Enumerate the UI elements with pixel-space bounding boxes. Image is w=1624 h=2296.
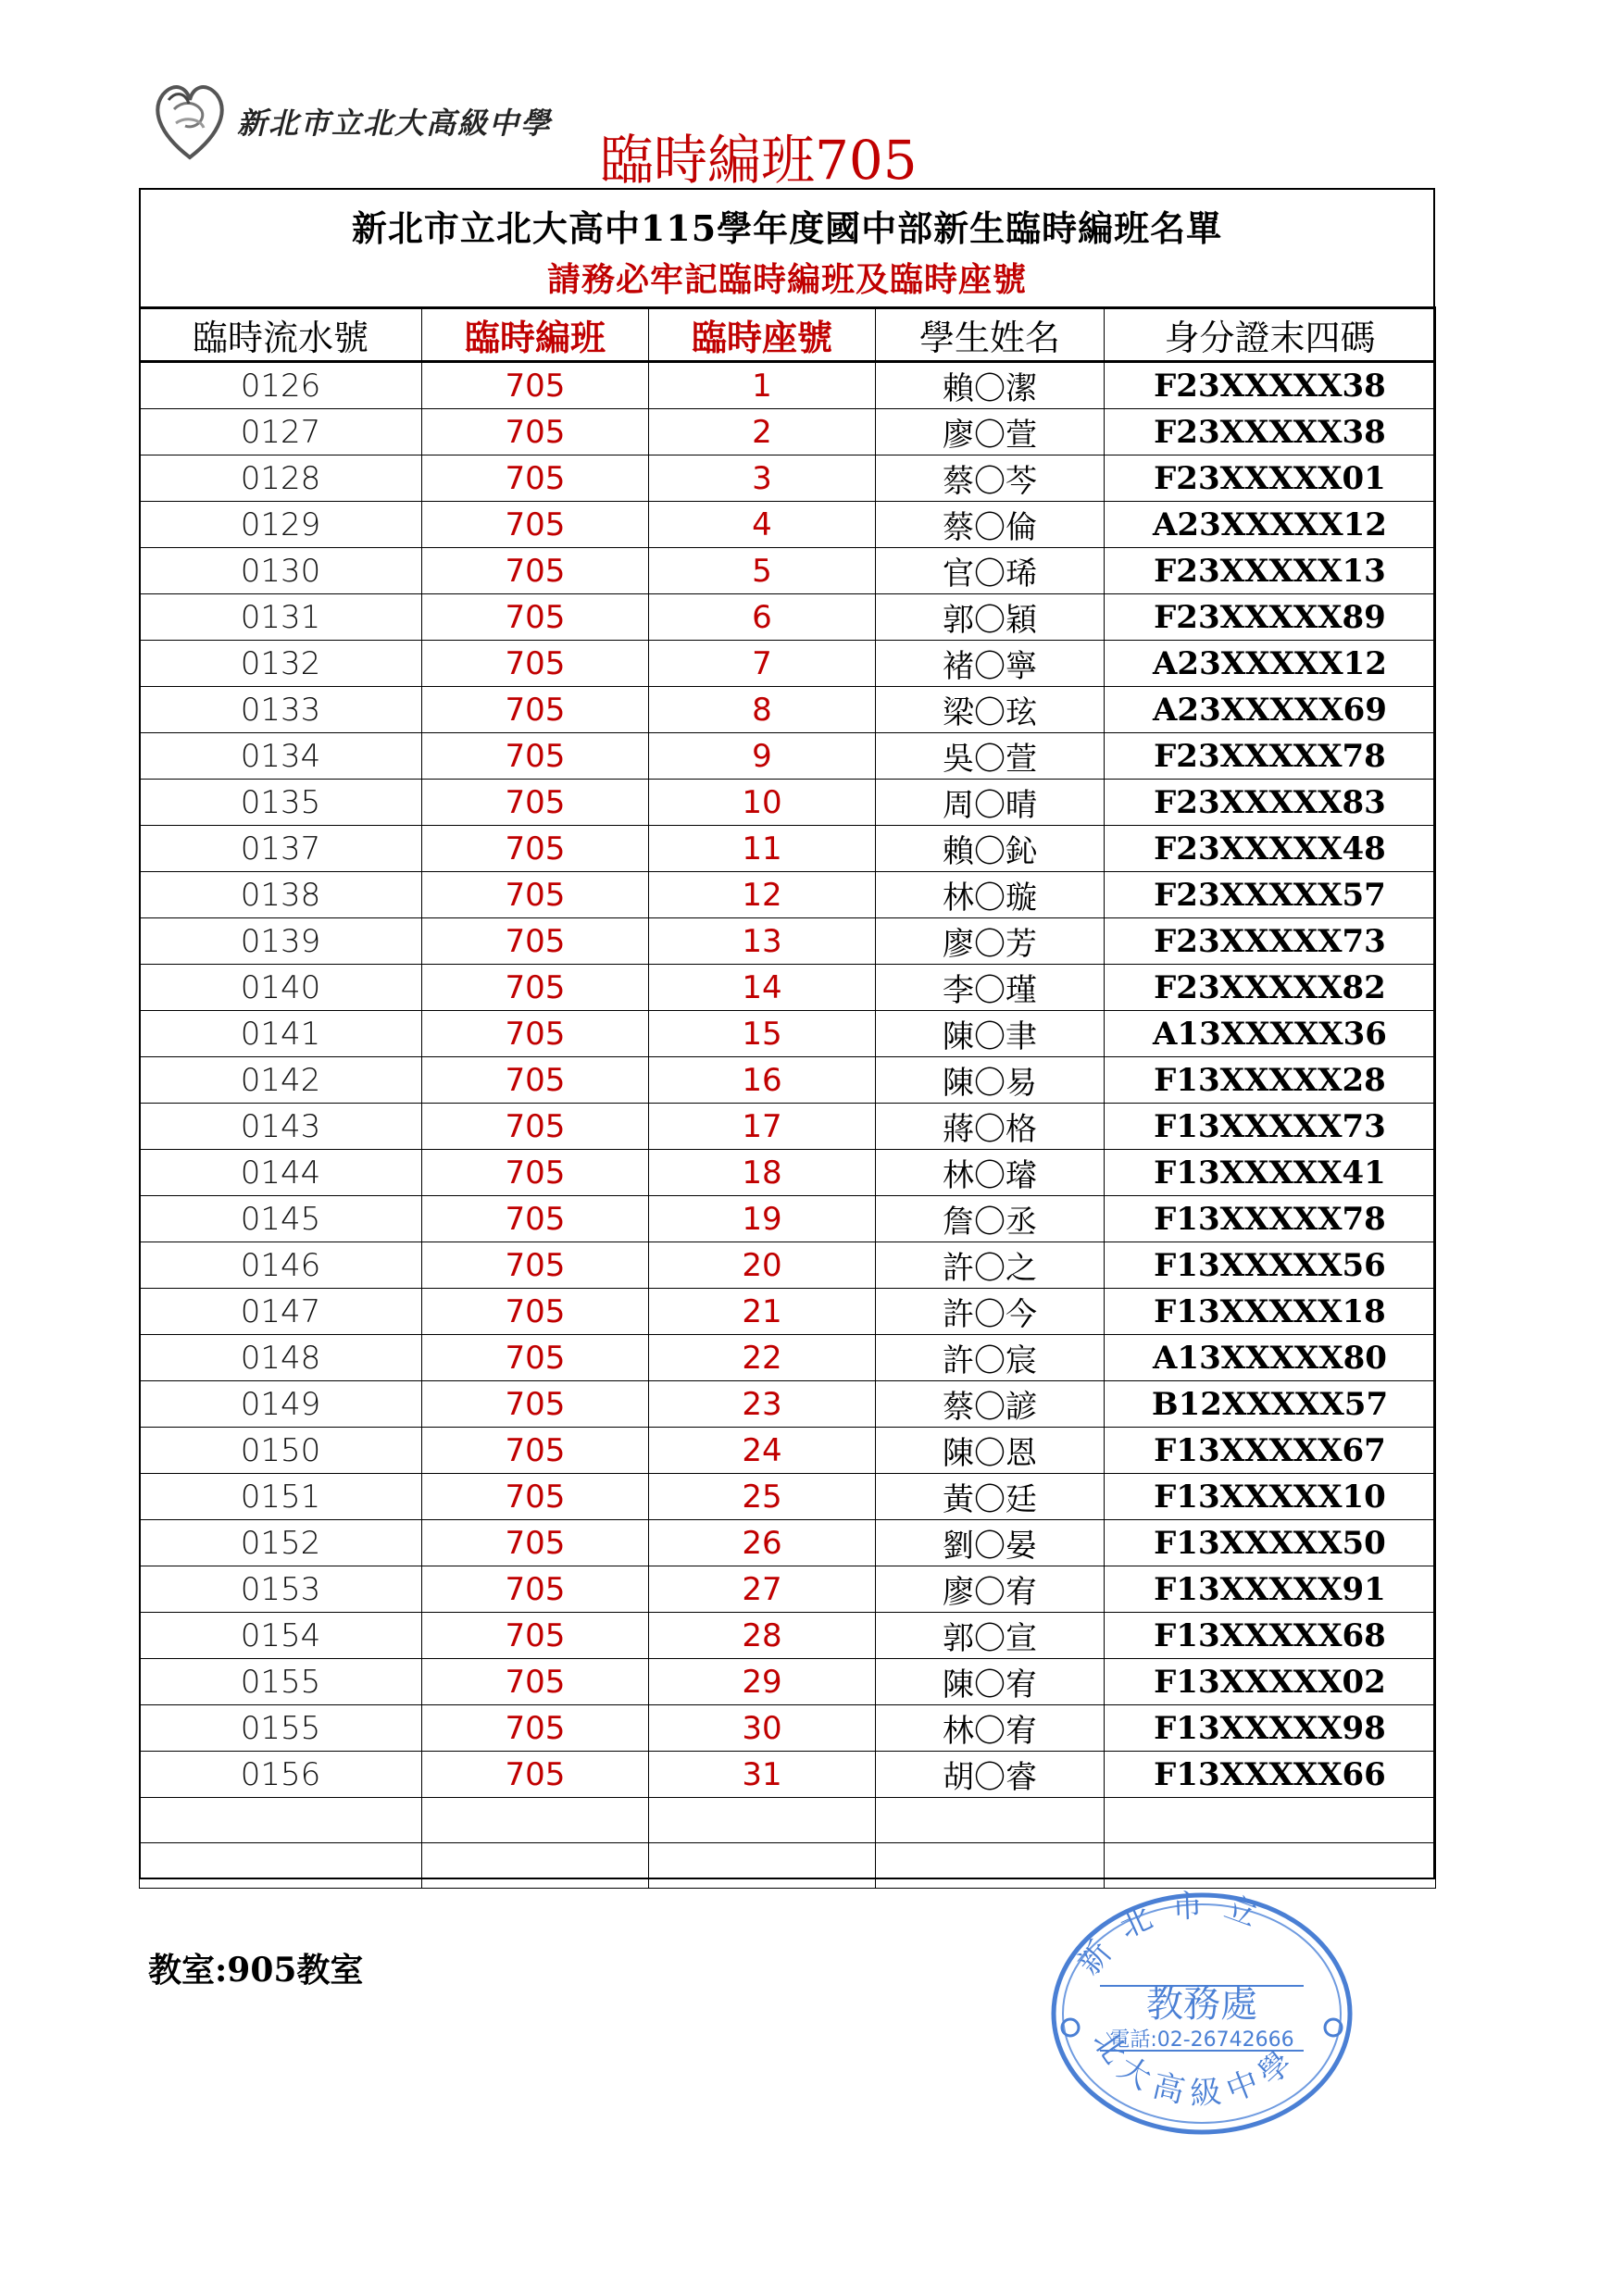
table-row xyxy=(140,1752,1436,1798)
name-cell: 褚〇寧 xyxy=(876,641,1105,687)
class-cell: 705 xyxy=(422,733,649,780)
seal-center-text: 教務處 xyxy=(1146,1983,1257,2026)
name-cell: 蔡〇芩 xyxy=(876,455,1105,502)
name-cell: 廖〇萱 xyxy=(876,409,1105,455)
table-row xyxy=(140,1289,1436,1335)
id-cell: B12XXXXX57 xyxy=(1105,1381,1436,1428)
name-cell: 黃〇廷 xyxy=(876,1474,1105,1520)
class-cell: 705 xyxy=(422,594,649,641)
table-row xyxy=(140,1798,1436,1843)
serial-cell: 0128 xyxy=(140,455,422,502)
class-cell: 705 xyxy=(422,965,649,1011)
seat-cell: 15 xyxy=(649,1011,876,1057)
name-cell: 劉〇晏 xyxy=(876,1520,1105,1566)
id-cell: F23XXXXX82 xyxy=(1105,965,1436,1011)
seal-phone-text: 電話:02-26742666 xyxy=(1109,2028,1294,2052)
serial-cell: 0146 xyxy=(140,1242,422,1289)
serial-cell: 0139 xyxy=(140,918,422,965)
serial-cell: 0137 xyxy=(140,826,422,872)
name-cell xyxy=(876,1798,1105,1843)
table-title: 新北市立北大高中115學年度國中部新生臨時編班名單 xyxy=(351,207,1223,249)
table-row xyxy=(140,1613,1436,1659)
table-row xyxy=(140,1057,1436,1104)
class-cell: 705 xyxy=(422,1242,649,1289)
serial-cell: 0130 xyxy=(140,548,422,594)
name-cell: 蔡〇諺 xyxy=(876,1381,1105,1428)
table-row xyxy=(140,780,1436,826)
column-header-seat: 臨時座號 xyxy=(649,308,876,362)
class-cell: 705 xyxy=(422,1474,649,1520)
name-cell: 郭〇宣 xyxy=(876,1613,1105,1659)
name-cell: 廖〇宥 xyxy=(876,1566,1105,1613)
name-cell: 賴〇潔 xyxy=(876,362,1105,409)
name-cell: 廖〇芳 xyxy=(876,918,1105,965)
id-cell xyxy=(1105,1798,1436,1843)
class-cell: 705 xyxy=(422,1335,649,1381)
table-subtitle: 請務必牢記臨時編班及臨時座號 xyxy=(546,260,1027,299)
table-row xyxy=(140,548,1436,594)
column-header-name: 學生姓名 xyxy=(876,308,1105,362)
name-cell: 陳〇恩 xyxy=(876,1428,1105,1474)
name-cell: 梁〇玹 xyxy=(876,687,1105,733)
class-cell: 705 xyxy=(422,1011,649,1057)
id-cell xyxy=(1105,1842,1436,1888)
seat-cell: 2 xyxy=(649,409,876,455)
serial-cell: 0148 xyxy=(140,1335,422,1381)
table-row xyxy=(140,1428,1436,1474)
id-cell: F23XXXXX73 xyxy=(1105,918,1436,965)
class-cell: 705 xyxy=(422,1381,649,1428)
table-row xyxy=(140,455,1436,502)
class-cell: 705 xyxy=(422,1150,649,1196)
id-cell: F13XXXXX50 xyxy=(1105,1520,1436,1566)
name-cell: 蔡〇倫 xyxy=(876,502,1105,548)
serial-cell: 0140 xyxy=(140,965,422,1011)
class-cell: 705 xyxy=(422,872,649,918)
id-cell: A23XXXXX12 xyxy=(1105,502,1436,548)
seat-cell: 12 xyxy=(649,872,876,918)
serial-cell: 0153 xyxy=(140,1566,422,1613)
id-cell: F13XXXXX91 xyxy=(1105,1566,1436,1613)
seat-cell: 28 xyxy=(649,1613,876,1659)
serial-cell: 0135 xyxy=(140,780,422,826)
serial-cell: 0144 xyxy=(140,1150,422,1196)
serial-cell: 0155 xyxy=(140,1705,422,1752)
seat-cell: 18 xyxy=(649,1150,876,1196)
name-cell: 許〇宸 xyxy=(876,1335,1105,1381)
name-cell: 官〇琋 xyxy=(876,548,1105,594)
name-cell: 胡〇睿 xyxy=(876,1752,1105,1798)
seat-cell: 10 xyxy=(649,780,876,826)
id-cell: A13XXXXX80 xyxy=(1105,1335,1436,1381)
seat-cell xyxy=(649,1842,876,1888)
class-cell: 705 xyxy=(422,548,649,594)
class-cell: 705 xyxy=(422,1289,649,1335)
serial-cell: 0131 xyxy=(140,594,422,641)
table-row xyxy=(140,502,1436,548)
class-cell: 705 xyxy=(422,1104,649,1150)
name-cell: 賴〇鈊 xyxy=(876,826,1105,872)
table-row xyxy=(140,1566,1436,1613)
name-cell: 周〇晴 xyxy=(876,780,1105,826)
class-cell: 705 xyxy=(422,455,649,502)
id-cell: A23XXXXX69 xyxy=(1105,687,1436,733)
table-row xyxy=(140,1381,1436,1428)
serial-cell: 0152 xyxy=(140,1520,422,1566)
id-cell: F13XXXXX41 xyxy=(1105,1150,1436,1196)
heart-logo-icon xyxy=(148,72,231,165)
seat-cell: 4 xyxy=(649,502,876,548)
serial-cell: 0132 xyxy=(140,641,422,687)
name-cell xyxy=(876,1842,1105,1888)
id-cell: F23XXXXX13 xyxy=(1105,548,1436,594)
name-cell: 許〇之 xyxy=(876,1242,1105,1289)
seat-cell: 1 xyxy=(649,362,876,409)
name-cell: 陳〇宥 xyxy=(876,1659,1105,1705)
seat-cell: 25 xyxy=(649,1474,876,1520)
name-cell: 李〇瑾 xyxy=(876,965,1105,1011)
seat-cell: 14 xyxy=(649,965,876,1011)
seat-cell: 29 xyxy=(649,1659,876,1705)
seat-cell: 9 xyxy=(649,733,876,780)
seat-cell: 17 xyxy=(649,1104,876,1150)
id-cell: F13XXXXX56 xyxy=(1105,1242,1436,1289)
serial-cell: 0151 xyxy=(140,1474,422,1520)
table-row xyxy=(140,641,1436,687)
class-cell: 705 xyxy=(422,1705,649,1752)
serial-cell: 0154 xyxy=(140,1613,422,1659)
serial-cell: 0138 xyxy=(140,872,422,918)
serial-cell: 0134 xyxy=(140,733,422,780)
office-seal-stamp xyxy=(1044,1889,1359,2139)
id-cell: F13XXXXX73 xyxy=(1105,1104,1436,1150)
seat-cell: 22 xyxy=(649,1335,876,1381)
serial-cell: 0149 xyxy=(140,1381,422,1428)
table-row xyxy=(140,409,1436,455)
serial-cell: 0142 xyxy=(140,1057,422,1104)
school-logo-text: 新北市立北大高級中學 xyxy=(237,106,553,141)
id-cell: F13XXXXX67 xyxy=(1105,1428,1436,1474)
id-cell: F13XXXXX66 xyxy=(1105,1752,1436,1798)
serial-cell: 0156 xyxy=(140,1752,422,1798)
seat-cell: 27 xyxy=(649,1566,876,1613)
class-cell: 705 xyxy=(422,362,649,409)
id-cell: F23XXXXX38 xyxy=(1105,409,1436,455)
serial-cell: 0129 xyxy=(140,502,422,548)
id-cell: F13XXXXX78 xyxy=(1105,1196,1436,1242)
table-row xyxy=(140,1150,1436,1196)
page-title: 臨時編班705 xyxy=(600,129,918,192)
class-cell: 705 xyxy=(422,826,649,872)
serial-cell: 0145 xyxy=(140,1196,422,1242)
svg-text:新北市立 xyxy=(1070,1889,1279,1982)
class-cell: 705 xyxy=(422,918,649,965)
serial-cell: 0127 xyxy=(140,409,422,455)
school-logo xyxy=(148,72,593,165)
seat-cell: 11 xyxy=(649,826,876,872)
seat-cell: 16 xyxy=(649,1057,876,1104)
seat-cell: 13 xyxy=(649,918,876,965)
seat-cell: 5 xyxy=(649,548,876,594)
name-cell: 蔣〇格 xyxy=(876,1104,1105,1150)
class-cell: 705 xyxy=(422,409,649,455)
seal-top-text: 新北市立 xyxy=(1070,1889,1280,1983)
table-header-row xyxy=(140,308,1436,362)
name-cell: 吳〇萱 xyxy=(876,733,1105,780)
seat-cell: 7 xyxy=(649,641,876,687)
table-row xyxy=(140,733,1436,780)
table-row xyxy=(140,1705,1436,1752)
table-row xyxy=(140,687,1436,733)
name-cell: 詹〇丞 xyxy=(876,1196,1105,1242)
class-cell: 705 xyxy=(422,780,649,826)
seat-cell: 24 xyxy=(649,1428,876,1474)
table-row xyxy=(140,362,1436,409)
seat-cell: 21 xyxy=(649,1289,876,1335)
seat-cell: 30 xyxy=(649,1705,876,1752)
class-cell: 705 xyxy=(422,1428,649,1474)
table-row xyxy=(140,872,1436,918)
id-cell: F23XXXXX48 xyxy=(1105,826,1436,872)
class-cell: 705 xyxy=(422,1057,649,1104)
seal-bottom-text: 北大高級中學 xyxy=(1085,2023,1306,2114)
id-cell: F23XXXXX89 xyxy=(1105,594,1436,641)
id-cell: F13XXXXX10 xyxy=(1105,1474,1436,1520)
id-cell: F13XXXXX68 xyxy=(1105,1613,1436,1659)
seat-cell: 6 xyxy=(649,594,876,641)
table-row xyxy=(140,1474,1436,1520)
table-row xyxy=(140,594,1436,641)
serial-cell: 0143 xyxy=(140,1104,422,1150)
name-cell: 陳〇聿 xyxy=(876,1011,1105,1057)
id-cell: F23XXXXX38 xyxy=(1105,362,1436,409)
name-cell: 郭〇穎 xyxy=(876,594,1105,641)
table-row xyxy=(140,1011,1436,1057)
class-cell: 705 xyxy=(422,1520,649,1566)
table-row xyxy=(140,826,1436,872)
table-row xyxy=(140,965,1436,1011)
table-row xyxy=(140,1520,1436,1566)
seat-cell: 23 xyxy=(649,1381,876,1428)
class-cell: 705 xyxy=(422,1566,649,1613)
id-cell: F23XXXXX83 xyxy=(1105,780,1436,826)
name-cell: 林〇璇 xyxy=(876,872,1105,918)
serial-cell: 0126 xyxy=(140,362,422,409)
id-cell: F13XXXXX02 xyxy=(1105,1659,1436,1705)
seat-cell: 31 xyxy=(649,1752,876,1798)
id-cell: F13XXXXX28 xyxy=(1105,1057,1436,1104)
table-row xyxy=(140,1196,1436,1242)
seat-cell: 26 xyxy=(649,1520,876,1566)
class-cell: 705 xyxy=(422,641,649,687)
seat-cell: 20 xyxy=(649,1242,876,1289)
class-cell: 705 xyxy=(422,1752,649,1798)
id-cell: A13XXXXX36 xyxy=(1105,1011,1436,1057)
id-cell: F23XXXXX01 xyxy=(1105,455,1436,502)
class-cell xyxy=(422,1842,649,1888)
id-cell: F23XXXXX78 xyxy=(1105,733,1436,780)
class-cell: 705 xyxy=(422,502,649,548)
roster-table xyxy=(139,306,1436,1889)
name-cell: 林〇璿 xyxy=(876,1150,1105,1196)
serial-cell: 0147 xyxy=(140,1289,422,1335)
seat-cell: 19 xyxy=(649,1196,876,1242)
seat-cell: 8 xyxy=(649,687,876,733)
class-cell: 705 xyxy=(422,1196,649,1242)
table-row xyxy=(140,1104,1436,1150)
class-cell: 705 xyxy=(422,1613,649,1659)
table-row xyxy=(140,1842,1436,1888)
name-cell: 許〇今 xyxy=(876,1289,1105,1335)
id-cell: F23XXXXX57 xyxy=(1105,872,1436,918)
class-cell xyxy=(422,1798,649,1843)
classroom-label: 教室:905教室 xyxy=(148,1951,364,1990)
serial-cell: 0133 xyxy=(140,687,422,733)
serial-cell: 0155 xyxy=(140,1659,422,1705)
serial-cell: 0150 xyxy=(140,1428,422,1474)
column-header-id: 身分證末四碼 xyxy=(1105,308,1436,362)
name-cell: 林〇宥 xyxy=(876,1705,1105,1752)
class-cell: 705 xyxy=(422,687,649,733)
serial-cell xyxy=(140,1798,422,1843)
id-cell: F13XXXXX18 xyxy=(1105,1289,1436,1335)
seat-cell xyxy=(649,1798,876,1843)
table-row xyxy=(140,918,1436,965)
serial-cell: 0141 xyxy=(140,1011,422,1057)
id-cell: F13XXXXX98 xyxy=(1105,1705,1436,1752)
name-cell: 陳〇易 xyxy=(876,1057,1105,1104)
column-header-class: 臨時編班 xyxy=(422,308,649,362)
table-row xyxy=(140,1335,1436,1381)
column-header-serial: 臨時流水號 xyxy=(140,308,422,362)
seat-cell: 3 xyxy=(649,455,876,502)
class-cell: 705 xyxy=(422,1659,649,1705)
id-cell: A23XXXXX12 xyxy=(1105,641,1436,687)
table-row xyxy=(140,1242,1436,1289)
serial-cell xyxy=(140,1842,422,1888)
table-row xyxy=(140,1659,1436,1705)
